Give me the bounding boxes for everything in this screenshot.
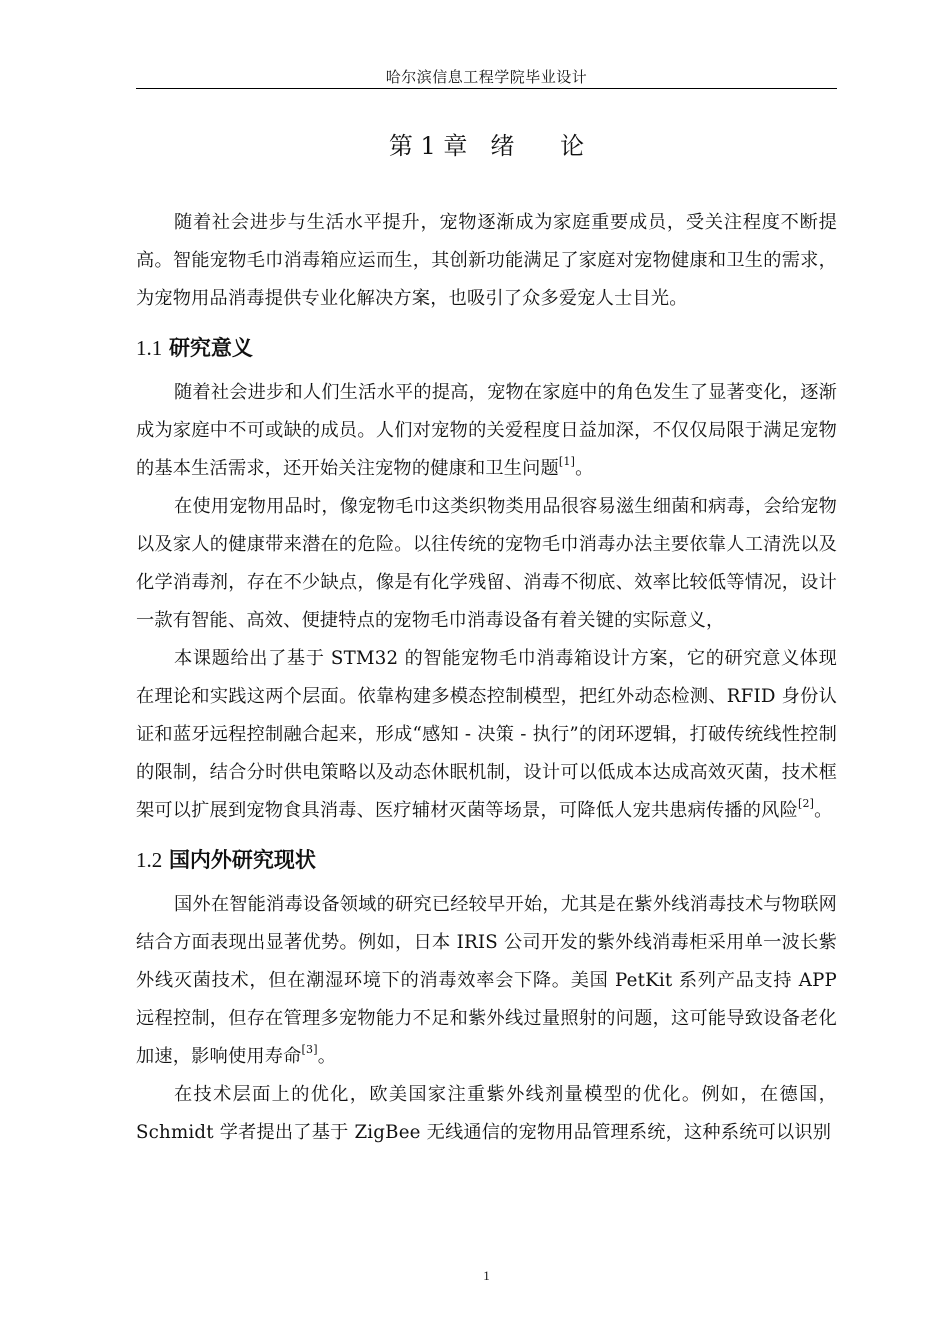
paragraph-text: 本课题给出了基于 STM32 的智能宠物毛巾消毒箱设计方案，它的研究意义体现在理论和实践这两个层面。依靠构建多模态控制模型，把红外动态检测、RFID 身份认证和蓝牙远程控制融合起来，形成“感知 - 决策 - 执行”的闭环逻辑，打破传统线性控制的限制，结合分时供电策略以及动态休眠机制，设计可以低成本达成高效灭菌，技术框架可以扩展到宠物食具消毒、医疗辅材灭菌等场景，可降低人宠共患病传播的风险 <box>136 648 837 821</box>
paragraph <box>136 640 837 830</box>
body-text <box>136 204 837 1152</box>
section-title: 国内外研究现状 <box>168 848 316 872</box>
citation-ref: [1] <box>558 454 576 468</box>
section-number: 1.2 <box>136 848 163 872</box>
paragraph <box>136 488 837 640</box>
section-title: 研究意义 <box>168 336 253 360</box>
section-heading-1-2 <box>136 840 837 880</box>
header-rule <box>136 88 837 89</box>
intro-paragraph: 随着社会进步与生活水平提升，宠物逐渐成为家庭重要成员，受关注程度不断提高。智能宠物毛巾消毒箱应运而生，其创新功能满足了家庭对宠物健康和卫生的需求，为宠物用品消毒提供专业化解决方案，也吸引了众多爱宠人士目光。 <box>136 212 837 309</box>
paragraph <box>136 886 837 1076</box>
chapter-title: 第 1 章 绪 论 <box>388 132 585 160</box>
citation-ref: [3] <box>301 1042 318 1056</box>
page-header: 哈尔滨信息工程学院毕业设计 <box>385 68 588 86</box>
paragraph-text: 在使用宠物用品时，像宠物毛巾这类织物类用品很容易滋生细菌和病毒，会给宠物以及家人的健康带来潜在的危险。以往传统的宠物毛巾消毒办法主要依靠人工清洗以及化学消毒剂，存在不少缺点，像是有化学残留、消毒不彻底、效率比较低等情况，设计一款有智能、高效、便捷特点的宠物毛巾消毒设备有着关键的实际意义， <box>136 496 837 631</box>
paragraph-text: 在技术层面上的优化，欧美国家注重紫外线剂量模型的优化。例如，在德国，Schmidt 学者提出了基于 ZigBee 无线通信的宠物用品管理系统，这种系统可以识别 <box>136 1084 837 1143</box>
section-number: 1.1 <box>136 336 163 360</box>
page-number: 1 <box>483 1268 490 1283</box>
citation-ref: [2] <box>797 796 815 810</box>
paragraph-text: 随着社会进步和人们生活水平的提高，宠物在家庭中的角色发生了显著变化，逐渐成为家庭中不可或缺的成员。人们对宠物的关爱程度日益加深，不仅仅局限于满足宠物的基本生活需求，还开始关注宠物的健康和卫生问题 <box>136 382 837 479</box>
paragraph-text: 国外在智能消毒设备领域的研究已经较早开始，尤其是在紫外线消毒技术与物联网结合方面表现出显著优势。例如，日本 IRIS 公司开发的紫外线消毒柜采用单一波长紫外线灭菌技术，但在潮湿环境下的消毒效率会下降。美国 PetKit 系列产品支持 APP 远程控制，但存在管理多宠物能力不足和紫外线过量照射的问题，这可能导致设备老化加速，影响使用寿命 <box>136 894 837 1067</box>
paragraph-end: 。 <box>575 458 594 479</box>
paragraph-end: 。 <box>814 800 833 821</box>
paragraph <box>136 1076 837 1152</box>
section-heading-1-1 <box>136 328 837 368</box>
paragraph-end: 。 <box>317 1046 337 1067</box>
paragraph <box>136 374 837 488</box>
